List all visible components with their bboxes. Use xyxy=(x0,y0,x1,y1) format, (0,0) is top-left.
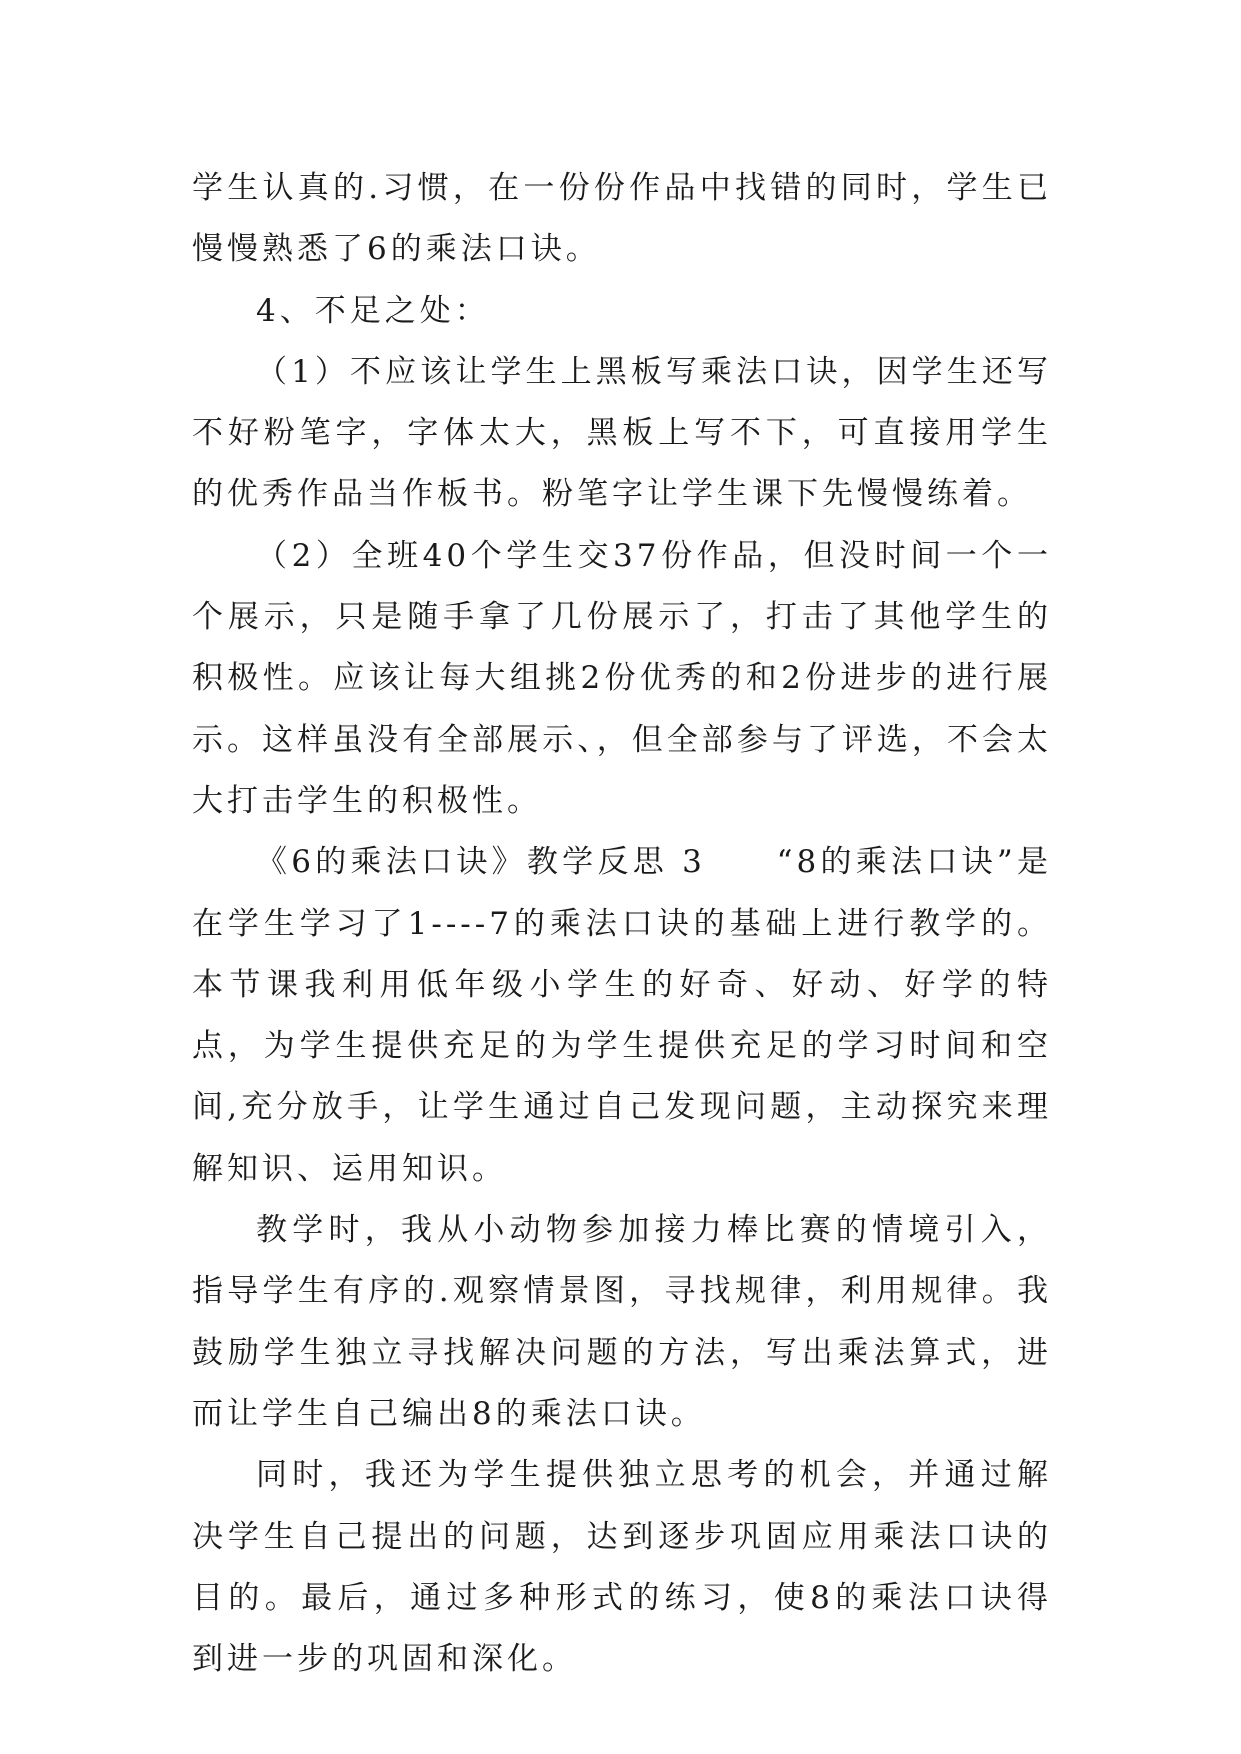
paragraph-4: （2）全班40个学生交37份作品，但没时间一个一个展示，只是随手拿了几份展示了，打击了其他学生的积极性。应该让每大组挑2份优秀的和2份进步的进行展示。这样虽没有全部展示、，但全部参与了评选，不会太大打击学生的积极性。 xyxy=(192,537,1052,819)
paragraph-3: （1）不应该让学生上黑板写乘法口诀，因学生还写不好粉笔字，字体太大，黑板上写不下，可直接用学生的优秀作品当作板书。粉笔字让学生课下先慢慢练着。 xyxy=(192,353,1052,513)
paragraph-1: 学生认真的.习惯，在一份份作品中找错的同时，学生已慢慢熟悉了6的乘法口诀。 xyxy=(192,170,1052,268)
paragraph-2: 4、不足之处： xyxy=(256,292,490,329)
document-body xyxy=(192,158,1052,1690)
paragraph-7: 同时，我还为学生提供独立思考的机会，并通过解决学生自己提出的问题，达到逐步巩固应用乘法口诀的目的。最后，通过多种形式的练习，使8的乘法口诀得到进一步的巩固和深化。 xyxy=(192,1457,1052,1678)
paragraph-5: 《6的乘法口诀》教学反思 3 “8的乘法口诀”是在学生学习了1----7的乘法口诀的基础上进行教学的。本节课我利用低年级小学生的好奇、好动、好学的特点，为学生提供充足的为学生提供充足的学习时间和空间,充分放手，让学生通过自己发现问题，主动探究来理解知识、运用知识。 xyxy=(192,844,1052,1187)
paragraph-6: 教学时，我从小动物参加接力棒比赛的情境引入，指导学生有序的.观察情景图，寻找规律，利用规律。我鼓励学生独立寻找解决问题的方法，写出乘法算式，进而让学生自己编出8的乘法口诀。 xyxy=(192,1212,1052,1432)
